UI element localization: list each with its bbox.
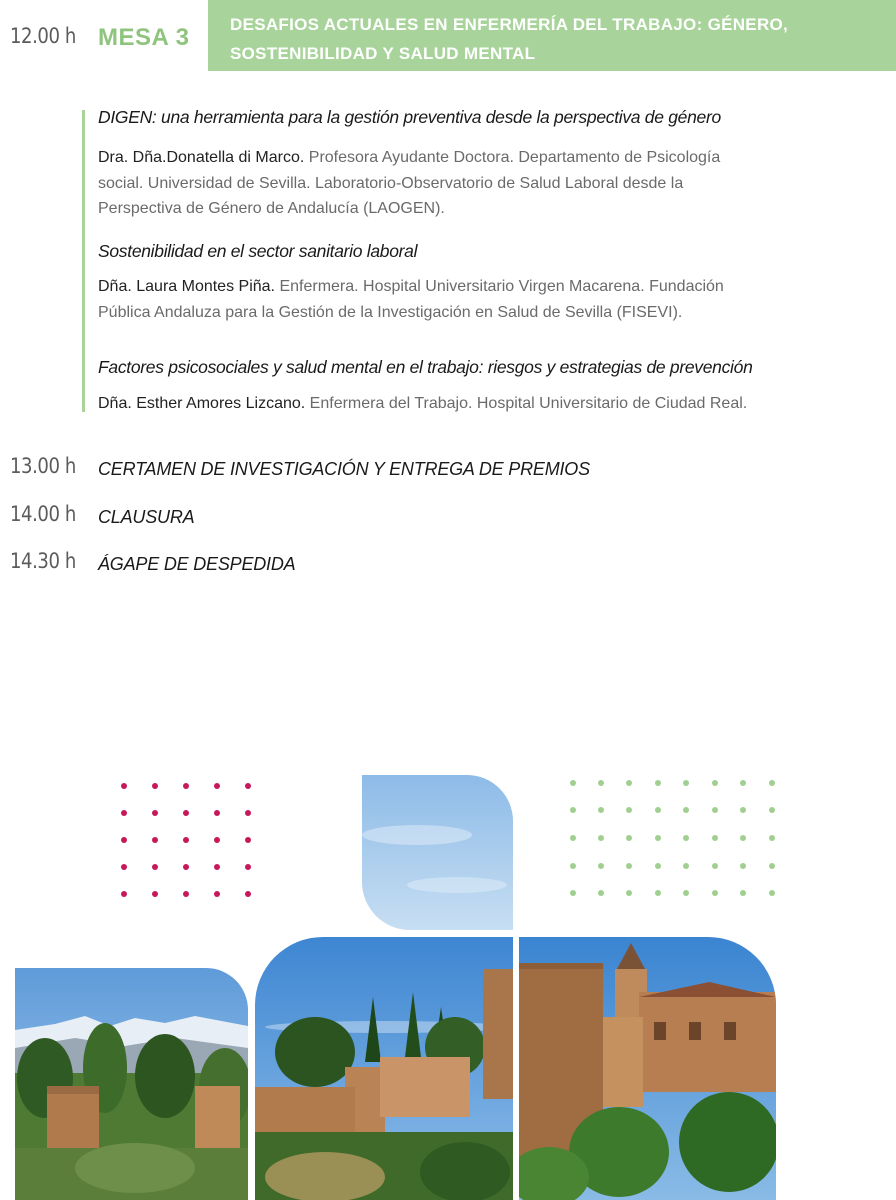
agenda-time: 13.00 h xyxy=(10,454,76,478)
agenda-time: 14.00 h xyxy=(10,502,76,526)
sky-tile-image xyxy=(362,775,513,930)
talk-body xyxy=(98,145,798,222)
talk-title: DIGEN: una herramienta para la gestión preventiva desde la perspectiva de género xyxy=(98,107,721,127)
talk-body xyxy=(98,274,798,325)
magenta-dot-grid xyxy=(114,778,260,904)
speaker-description: Pública Andaluza para la Gestión de la Investigación en Salud de Sevilla (FISEVI). xyxy=(98,303,683,321)
alhambra-sierra-photo xyxy=(15,968,248,1200)
talk-title: Factores psicosociales y salud mental en el trabajo: riesgos y estrategias de prevención xyxy=(98,357,753,377)
speaker-name: Dña. Laura Montes Piña. xyxy=(98,278,275,295)
speaker-description: Enfermera del Trabajo. Hospital Universitario de Ciudad Real. xyxy=(309,395,748,412)
green-dot-grid xyxy=(564,776,784,900)
speaker-description: Profesora Ayudante Doctora. Departamento de Psicología xyxy=(308,149,721,166)
session-title-banner xyxy=(208,0,896,71)
speaker-description: Perspectiva de Género de Andalucía (LAOGEN). xyxy=(98,200,445,217)
speaker-description: social. Universidad de Sevilla. Laboratorio-Observatorio de Salud Laboral desde la xyxy=(98,174,684,192)
speaker-name: Dra. Dña.Donatella di Marco. xyxy=(98,149,305,166)
session-title-line-2: SOSTENIBILIDAD Y SALUD MENTAL xyxy=(230,44,536,63)
talk-title: Sostenibilidad en el sector sanitario laboral xyxy=(98,241,418,261)
speaker-name: Dña. Esther Amores Lizcano. xyxy=(98,395,306,412)
agenda-time: 14.30 h xyxy=(10,549,76,573)
alhambra-walls-photo xyxy=(255,937,513,1200)
talks-list xyxy=(82,107,805,412)
agenda-item-certamen: CERTAMEN DE INVESTIGACIÓN Y ENTREGA DE PREMIOS xyxy=(98,459,590,479)
alhambra-towers-photo xyxy=(519,937,776,1200)
agenda-item-agape: ÁGAPE DE DESPEDIDA xyxy=(98,554,296,574)
session-time: 12.00 h xyxy=(10,24,76,48)
session-label: MESA 3 xyxy=(98,24,190,51)
speaker-description: Enfermera. Hospital Universitario Virgen Macarena. Fundación xyxy=(279,278,724,295)
agenda-item-clausura: CLAUSURA xyxy=(98,507,195,527)
session-title-line-1: DESAFIOS ACTUALES EN ENFERMERÍA DEL TRABAJO: GÉNERO, xyxy=(230,15,789,34)
talk-body xyxy=(98,391,798,417)
